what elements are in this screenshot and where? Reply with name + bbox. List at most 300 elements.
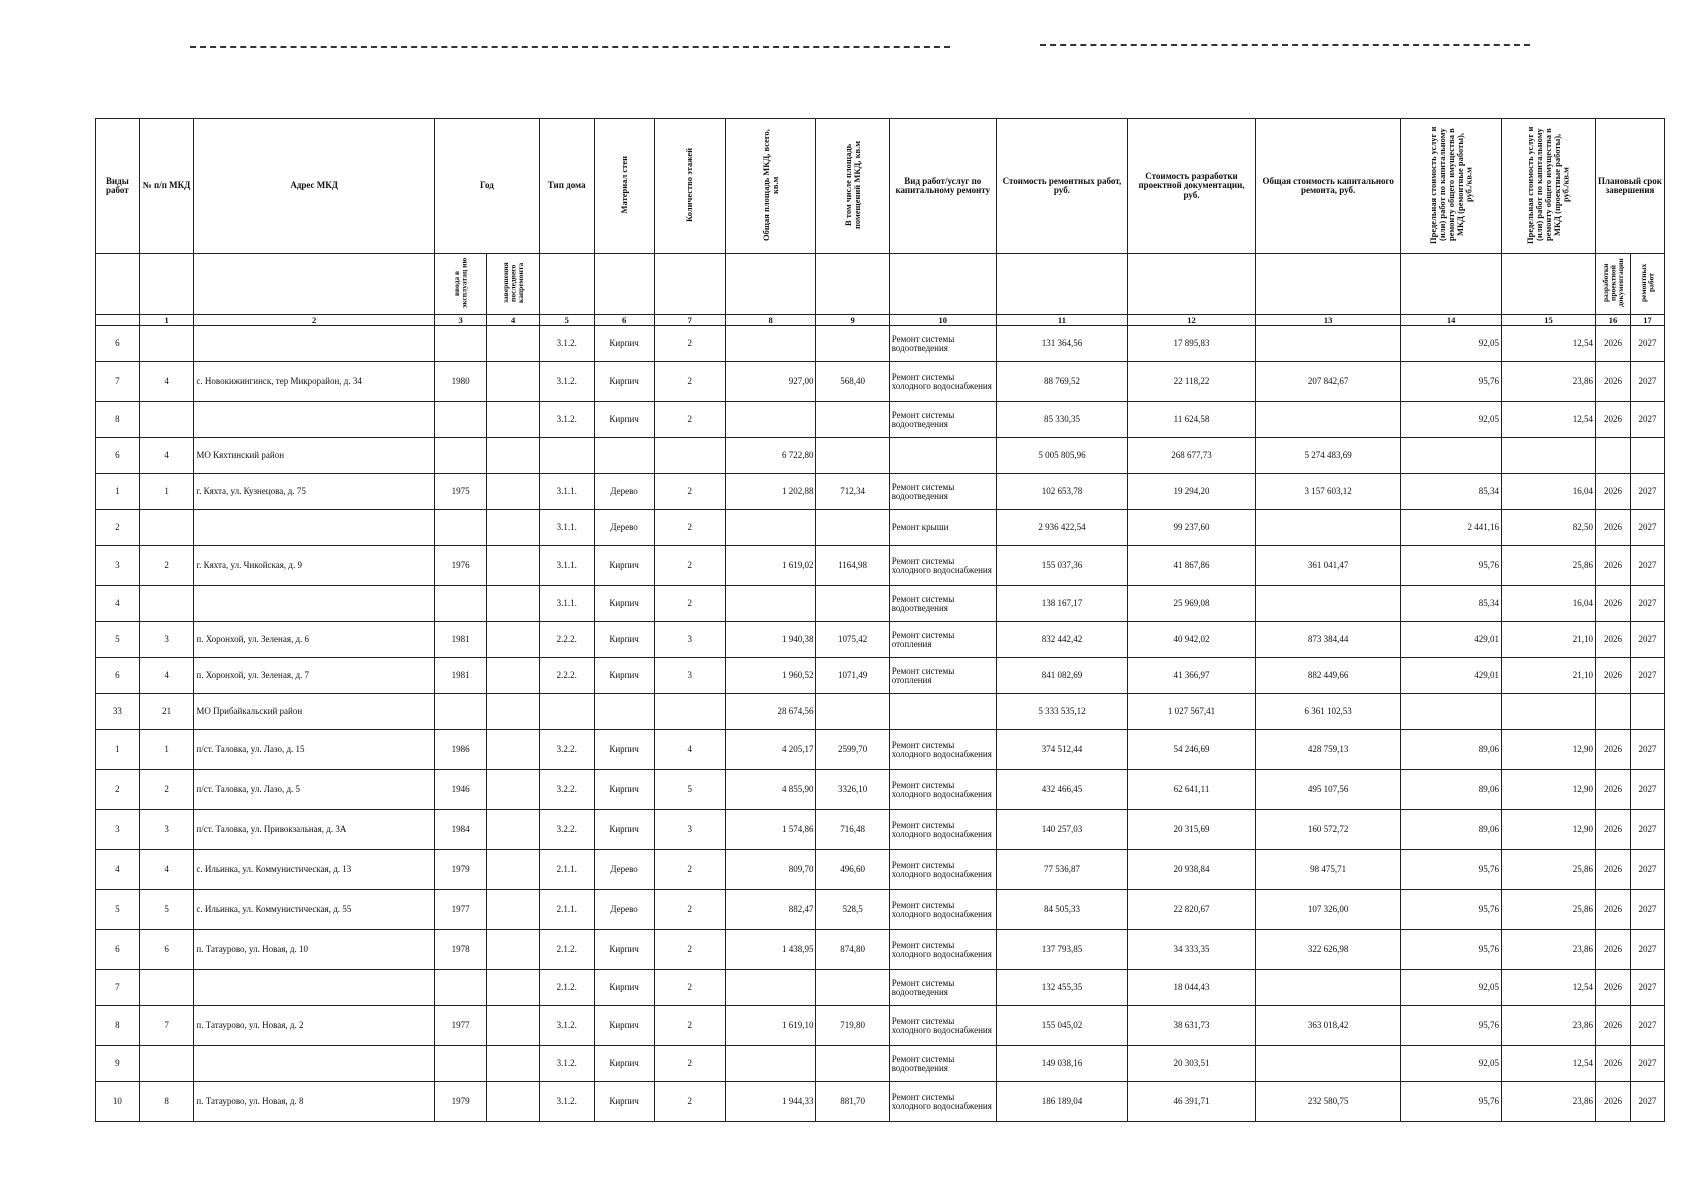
cell-repair-cost: 432 466,45	[996, 770, 1127, 810]
cell-floors	[654, 438, 725, 474]
cell-design-cost: 18 044,43	[1128, 970, 1256, 1006]
cell-total-cost: 495 107,56	[1255, 770, 1400, 810]
column-number-cell: 17	[1630, 315, 1664, 326]
cell-floors: 2	[654, 890, 725, 930]
cell-house-type: 2.1.1.	[539, 850, 594, 890]
cell-work-kind: Ремонт системы водоотведения	[889, 474, 996, 510]
cell-floors: 3	[654, 810, 725, 850]
cell-design-deadline: 2026	[1595, 770, 1630, 810]
table-row	[96, 1006, 1665, 1046]
cell-address: с. Ильинка, ул. Коммунистическая, д. 55	[194, 890, 435, 930]
cell-house-type: 3.1.1.	[539, 474, 594, 510]
cell-work-kind: Ремонт системы холодного водоснабжения	[889, 546, 996, 586]
cell-address	[194, 586, 435, 622]
header-premises-area	[816, 119, 889, 254]
cell-address: п. Татаурово, ул. Новая, д. 2	[194, 1006, 435, 1046]
cell-last-repair-year	[487, 362, 539, 402]
table-row	[96, 930, 1665, 970]
cell-premises-area	[816, 402, 889, 438]
cell-mkd-number: 4	[139, 658, 194, 694]
header-total-area	[725, 119, 816, 254]
cell-total-cost: 6 361 102,53	[1255, 694, 1400, 730]
header-wall-material-text: Материал стен	[618, 156, 629, 214]
cell-last-repair-year	[487, 1046, 539, 1082]
cell-commission-year: 1978	[434, 930, 486, 970]
cell-address: п/ст. Таловка, ул. Привокзальная, д. 3А	[194, 810, 435, 850]
cell-limit-cost-design: 25,86	[1501, 850, 1595, 890]
cell-address: с. Новокижингинск, тер Микрорайон, д. 34	[194, 362, 435, 402]
cell-address: п. Татаурово, ул. Новая, д. 8	[194, 1082, 435, 1122]
cell-limit-cost-repair	[1401, 438, 1502, 474]
cell-floors: 2	[654, 850, 725, 890]
cell-limit-cost-repair: 85,34	[1401, 474, 1502, 510]
cell-wall-material: Кирпич	[594, 810, 654, 850]
cell-limit-cost-repair: 95,76	[1401, 890, 1502, 930]
column-number-cell: 15	[1501, 315, 1595, 326]
cell-premises-area: 1075,42	[816, 622, 889, 658]
cell-house-type: 2.1.1.	[539, 890, 594, 930]
table-row	[96, 850, 1665, 890]
cell-address	[194, 402, 435, 438]
cell-total-area: 1 960,52	[725, 658, 816, 694]
cell-house-type: 2.1.2.	[539, 930, 594, 970]
header-work-type: Виды работ	[96, 119, 140, 254]
cell-work-type: 4	[96, 586, 140, 622]
cell-design-deadline: 2026	[1595, 810, 1630, 850]
cell-mkd-number: 3	[139, 810, 194, 850]
cell-house-type: 2.1.2.	[539, 970, 594, 1006]
cell-work-type: 3	[96, 546, 140, 586]
cell-total-area: 4 205,17	[725, 730, 816, 770]
cell-wall-material: Кирпич	[594, 326, 654, 362]
cell-premises-area	[816, 510, 889, 546]
cell-total-area: 6 722,80	[725, 438, 816, 474]
cell-repair-deadline: 2027	[1630, 890, 1664, 930]
table-row	[96, 810, 1665, 850]
cell-floors: 2	[654, 474, 725, 510]
cell-mkd-number	[139, 970, 194, 1006]
cell-work-kind: Ремонт системы холодного водоснабжения	[889, 850, 996, 890]
cell-total-area: 1 619,02	[725, 546, 816, 586]
column-number-row	[96, 315, 1665, 326]
cell-work-kind: Ремонт системы холодного водоснабжения	[889, 930, 996, 970]
cell-work-type: 5	[96, 890, 140, 930]
cell-mkd-number: 7	[139, 1006, 194, 1046]
cell-total-cost	[1255, 586, 1400, 622]
cell-work-type: 8	[96, 402, 140, 438]
cell-last-repair-year	[487, 586, 539, 622]
cell-total-cost	[1255, 970, 1400, 1006]
cell-house-type	[539, 438, 594, 474]
cell-address: п. Хоронхой, ул. Зеленая, д. 7	[194, 658, 435, 694]
cell-work-type: 7	[96, 362, 140, 402]
table-row	[96, 546, 1665, 586]
cell-commission-year	[434, 586, 486, 622]
cell-repair-cost: 186 189,04	[996, 1082, 1127, 1122]
header-repair-cost: Стоимость ремонтных работ, руб.	[996, 119, 1127, 254]
cell-commission-year: 1986	[434, 730, 486, 770]
cell-work-kind: Ремонт системы водоотведения	[889, 326, 996, 362]
cell-work-kind: Ремонт системы водоотведения	[889, 586, 996, 622]
cell-last-repair-year	[487, 930, 539, 970]
cell-work-kind: Ремонт системы холодного водоснабжения	[889, 810, 996, 850]
subheader-commissioning	[434, 254, 486, 315]
cell-total-cost	[1255, 402, 1400, 438]
cell-premises-area	[816, 694, 889, 730]
cell-last-repair-year	[487, 1006, 539, 1046]
cell-mkd-number: 5	[139, 890, 194, 930]
cell-limit-cost-design: 12,54	[1501, 326, 1595, 362]
cell-design-deadline: 2026	[1595, 730, 1630, 770]
cell-address: г. Кяхта, ул. Кузнецова, д. 75	[194, 474, 435, 510]
cell-mkd-number: 1	[139, 730, 194, 770]
cell-total-cost: 3 157 603,12	[1255, 474, 1400, 510]
cell-limit-cost-design: 12,90	[1501, 730, 1595, 770]
subheader-last-repair-text: завершения последнего капремонта	[500, 262, 525, 304]
cell-work-kind: Ремонт системы отопления	[889, 622, 996, 658]
cell-limit-cost-design: 12,90	[1501, 810, 1595, 850]
cell-work-kind: Ремонт крыши	[889, 510, 996, 546]
cell-repair-cost: 155 045,02	[996, 1006, 1127, 1046]
cell-total-cost	[1255, 326, 1400, 362]
cell-repair-cost: 77 536,87	[996, 850, 1127, 890]
cell-wall-material: Кирпич	[594, 930, 654, 970]
cell-design-cost: 20 303,51	[1128, 1046, 1256, 1082]
cell-commission-year	[434, 438, 486, 474]
cell-last-repair-year	[487, 622, 539, 658]
cell-wall-material: Кирпич	[594, 770, 654, 810]
cell-work-type: 1	[96, 730, 140, 770]
cell-design-deadline: 2026	[1595, 850, 1630, 890]
cell-address: г. Кяхта, ул. Чикойская, д. 9	[194, 546, 435, 586]
cell-work-kind: Ремонт системы холодного водоснабжения	[889, 362, 996, 402]
table-row	[96, 658, 1665, 694]
cell-limit-cost-design: 23,86	[1501, 1082, 1595, 1122]
cell-design-cost: 40 942,02	[1128, 622, 1256, 658]
cell-premises-area: 3326,10	[816, 770, 889, 810]
cell-mkd-number: 1	[139, 474, 194, 510]
cell-repair-deadline: 2027	[1630, 546, 1664, 586]
cell-design-deadline: 2026	[1595, 362, 1630, 402]
cell-total-area: 1 202,88	[725, 474, 816, 510]
cell-total-area: 1 940,38	[725, 622, 816, 658]
cell-limit-cost-repair: 92,05	[1401, 1046, 1502, 1082]
cell-total-cost: 873 384,44	[1255, 622, 1400, 658]
cell-work-type: 1	[96, 474, 140, 510]
cell-limit-cost-design: 12,54	[1501, 1046, 1595, 1082]
cell-floors: 2	[654, 1046, 725, 1082]
column-number-cell: 3	[434, 315, 486, 326]
cell-house-type: 3.2.2.	[539, 730, 594, 770]
cell-wall-material: Дерево	[594, 850, 654, 890]
cell-repair-deadline: 2027	[1630, 1082, 1664, 1122]
cell-wall-material	[594, 438, 654, 474]
cell-mkd-number	[139, 586, 194, 622]
cell-repair-cost: 149 038,16	[996, 1046, 1127, 1082]
cell-total-area: 4 855,90	[725, 770, 816, 810]
table-row	[96, 474, 1665, 510]
cell-repair-deadline: 2027	[1630, 510, 1664, 546]
column-number-cell	[96, 315, 140, 326]
cell-commission-year: 1977	[434, 1006, 486, 1046]
cell-last-repair-year	[487, 850, 539, 890]
cell-total-area	[725, 970, 816, 1006]
cell-address	[194, 970, 435, 1006]
cell-design-deadline: 2026	[1595, 930, 1630, 970]
cell-commission-year	[434, 694, 486, 730]
cell-repair-cost: 84 505,33	[996, 890, 1127, 930]
cell-address	[194, 510, 435, 546]
cell-wall-material: Кирпич	[594, 1046, 654, 1082]
cell-work-kind: Ремонт системы холодного водоснабжения	[889, 890, 996, 930]
cell-floors: 2	[654, 970, 725, 1006]
cell-design-deadline: 2026	[1595, 1046, 1630, 1082]
cell-design-deadline: 2026	[1595, 622, 1630, 658]
cell-work-type: 7	[96, 970, 140, 1006]
cell-repair-deadline: 2027	[1630, 402, 1664, 438]
cell-commission-year: 1980	[434, 362, 486, 402]
cell-design-deadline: 2026	[1595, 586, 1630, 622]
cell-total-area: 1 574,86	[725, 810, 816, 850]
header-row	[96, 119, 1665, 254]
cell-total-cost: 363 018,42	[1255, 1006, 1400, 1046]
cell-premises-area: 568,40	[816, 362, 889, 402]
cell-house-type: 3.1.1.	[539, 510, 594, 546]
cell-design-deadline: 2026	[1595, 546, 1630, 586]
cell-work-kind: Ремонт системы холодного водоснабжения	[889, 730, 996, 770]
cell-total-cost: 207 842,67	[1255, 362, 1400, 402]
table-row	[96, 586, 1665, 622]
cell-repair-cost: 5 333 535,12	[996, 694, 1127, 730]
cell-repair-cost: 132 455,35	[996, 970, 1127, 1006]
cell-commission-year: 1976	[434, 546, 486, 586]
cell-design-deadline: 2026	[1595, 402, 1630, 438]
cell-limit-cost-repair: 95,76	[1401, 850, 1502, 890]
cell-repair-deadline: 2027	[1630, 474, 1664, 510]
table-row	[96, 622, 1665, 658]
cell-premises-area: 496,60	[816, 850, 889, 890]
cell-address: п/ст. Таловка, ул. Лазо, д. 15	[194, 730, 435, 770]
cell-floors: 2	[654, 362, 725, 402]
cell-commission-year	[434, 1046, 486, 1082]
table-row	[96, 362, 1665, 402]
cell-total-area	[725, 326, 816, 362]
column-number-cell: 1	[139, 315, 194, 326]
cell-design-deadline: 2026	[1595, 510, 1630, 546]
cell-limit-cost-repair: 95,76	[1401, 362, 1502, 402]
table-row	[96, 890, 1665, 930]
cell-total-area	[725, 402, 816, 438]
cell-limit-cost-repair: 429,01	[1401, 622, 1502, 658]
cell-commission-year: 1979	[434, 850, 486, 890]
cell-total-cost: 107 326,00	[1255, 890, 1400, 930]
cell-work-type: 2	[96, 510, 140, 546]
cell-limit-cost-repair: 92,05	[1401, 326, 1502, 362]
cell-commission-year: 1946	[434, 770, 486, 810]
cell-work-kind: Ремонт системы холодного водоснабжения	[889, 1082, 996, 1122]
cell-last-repair-year	[487, 970, 539, 1006]
cell-design-deadline: 2026	[1595, 970, 1630, 1006]
cell-limit-cost-repair: 95,76	[1401, 1082, 1502, 1122]
cell-floors: 2	[654, 326, 725, 362]
cell-repair-deadline: 2027	[1630, 586, 1664, 622]
cell-address: п/ст. Таловка, ул. Лазо, д. 5	[194, 770, 435, 810]
cell-design-cost: 41 366,97	[1128, 658, 1256, 694]
cell-address: п. Хоронхой, ул. Зеленая, д. 6	[194, 622, 435, 658]
cell-repair-cost: 140 257,03	[996, 810, 1127, 850]
cell-commission-year: 1981	[434, 622, 486, 658]
cell-design-deadline: 2026	[1595, 1006, 1630, 1046]
cell-work-type: 6	[96, 438, 140, 474]
cell-premises-area: 719,80	[816, 1006, 889, 1046]
header-year: Год	[434, 119, 539, 254]
cell-total-area: 809,70	[725, 850, 816, 890]
cell-total-cost: 232 580,75	[1255, 1082, 1400, 1122]
cell-last-repair-year	[487, 510, 539, 546]
column-number-cell: 16	[1595, 315, 1630, 326]
cell-total-cost	[1255, 510, 1400, 546]
cell-wall-material: Кирпич	[594, 402, 654, 438]
cell-last-repair-year	[487, 438, 539, 474]
cell-floors: 5	[654, 770, 725, 810]
cell-design-deadline: 2026	[1595, 890, 1630, 930]
cell-wall-material: Кирпич	[594, 1006, 654, 1046]
cell-repair-cost: 374 512,44	[996, 730, 1127, 770]
cell-design-cost: 22 118,22	[1128, 362, 1256, 402]
cell-limit-cost-design: 25,86	[1501, 890, 1595, 930]
cell-repair-cost: 85 330,35	[996, 402, 1127, 438]
cell-design-deadline: 2026	[1595, 658, 1630, 694]
header-limit-cost-design	[1501, 119, 1595, 254]
column-number-cell: 10	[889, 315, 996, 326]
cell-limit-cost-design: 23,86	[1501, 1006, 1595, 1046]
cell-design-cost: 25 969,08	[1128, 586, 1256, 622]
subheader-design-deadline	[1595, 254, 1630, 315]
cell-limit-cost-repair: 92,05	[1401, 402, 1502, 438]
subheader-row	[96, 254, 1665, 315]
cell-limit-cost-design: 12,54	[1501, 402, 1595, 438]
cell-work-type: 5	[96, 622, 140, 658]
cell-limit-cost-design: 16,04	[1501, 586, 1595, 622]
cell-total-area: 1 944,33	[725, 1082, 816, 1122]
cell-wall-material: Кирпич	[594, 970, 654, 1006]
cell-repair-deadline: 2027	[1630, 326, 1664, 362]
table-row	[96, 694, 1665, 730]
cell-wall-material: Дерево	[594, 510, 654, 546]
cell-last-repair-year	[487, 474, 539, 510]
cell-limit-cost-repair: 92,05	[1401, 970, 1502, 1006]
cell-address: п. Татаурово, ул. Новая, д. 10	[194, 930, 435, 970]
cell-work-kind: Ремонт системы холодного водоснабжения	[889, 770, 996, 810]
table-row	[96, 438, 1665, 474]
subheader-design-deadline-text: разработки проектной документации	[1600, 258, 1625, 308]
header-limit-cost-repair-text: Предельная стоимость услуг и (или) работ по капитальному ремонту общего имущества в МКД (ремонтные работы), руб./кв.м	[1427, 126, 1474, 244]
cell-total-cost: 428 759,13	[1255, 730, 1400, 770]
cell-work-type: 4	[96, 850, 140, 890]
header-limit-cost-design-text: Предельная стоимость услуг и (или) работ по капитальному ремонту общего имущества в МКД (проектные работы), руб./кв.м	[1525, 126, 1571, 244]
cell-design-cost: 19 294,20	[1128, 474, 1256, 510]
cell-work-kind: Ремонт системы водоотведения	[889, 970, 996, 1006]
cell-design-cost: 22 820,67	[1128, 890, 1256, 930]
cell-work-kind	[889, 694, 996, 730]
cell-last-repair-year	[487, 890, 539, 930]
cell-work-type: 3	[96, 810, 140, 850]
cell-mkd-number: 2	[139, 546, 194, 586]
cell-mkd-number	[139, 1046, 194, 1082]
cell-limit-cost-repair	[1401, 694, 1502, 730]
cell-floors	[654, 694, 725, 730]
cell-total-area	[725, 586, 816, 622]
cell-address: МО Кяхтинский район	[194, 438, 435, 474]
header-work-kind: Вид работ/услуг по капитальному ремонту	[889, 119, 996, 254]
cell-floors: 2	[654, 930, 725, 970]
cell-total-cost: 98 475,71	[1255, 850, 1400, 890]
cell-floors: 3	[654, 658, 725, 694]
cell-work-kind: Ремонт системы холодного водоснабжения	[889, 1006, 996, 1046]
cell-mkd-number: 21	[139, 694, 194, 730]
cell-total-cost: 160 572,72	[1255, 810, 1400, 850]
cell-repair-cost: 102 653,78	[996, 474, 1127, 510]
table-row	[96, 770, 1665, 810]
cell-design-deadline: 2026	[1595, 1082, 1630, 1122]
cell-house-type: 3.1.1.	[539, 546, 594, 586]
cell-total-area: 1 438,95	[725, 930, 816, 970]
cell-design-cost: 11 624,58	[1128, 402, 1256, 438]
cell-repair-deadline: 2027	[1630, 970, 1664, 1006]
column-number-cell: 12	[1128, 315, 1256, 326]
cell-premises-area	[816, 438, 889, 474]
cell-limit-cost-design: 25,86	[1501, 546, 1595, 586]
cell-total-area	[725, 510, 816, 546]
table-row	[96, 970, 1665, 1006]
column-number-cell: 4	[487, 315, 539, 326]
cell-mkd-number	[139, 510, 194, 546]
cell-total-cost	[1255, 1046, 1400, 1082]
cell-premises-area: 874,80	[816, 930, 889, 970]
column-number-cell: 2	[194, 315, 435, 326]
cell-limit-cost-design: 16,04	[1501, 474, 1595, 510]
cell-limit-cost-repair: 95,76	[1401, 930, 1502, 970]
cell-address: с. Ильинка, ул. Коммунистическая, д. 13	[194, 850, 435, 890]
cell-house-type: 2.2.2.	[539, 622, 594, 658]
cell-limit-cost-design: 21,10	[1501, 658, 1595, 694]
cell-total-area: 882,47	[725, 890, 816, 930]
cell-design-cost: 17 895,83	[1128, 326, 1256, 362]
cell-mkd-number: 4	[139, 362, 194, 402]
cell-limit-cost-design: 21,10	[1501, 622, 1595, 658]
cell-last-repair-year	[487, 658, 539, 694]
subheader-last-repair	[487, 254, 539, 315]
cell-repair-cost: 841 082,69	[996, 658, 1127, 694]
scan-artifact-line	[190, 46, 950, 48]
cell-commission-year: 1977	[434, 890, 486, 930]
cell-last-repair-year	[487, 810, 539, 850]
cell-mkd-number: 3	[139, 622, 194, 658]
cell-commission-year	[434, 326, 486, 362]
cell-work-type: 6	[96, 326, 140, 362]
cell-work-type: 9	[96, 1046, 140, 1082]
cell-work-type: 6	[96, 930, 140, 970]
cell-limit-cost-design: 12,90	[1501, 770, 1595, 810]
column-number-cell: 11	[996, 315, 1127, 326]
header-total-cost: Общая стоимость капитального ремонта, руб.	[1255, 119, 1400, 254]
cell-commission-year	[434, 970, 486, 1006]
cell-design-deadline	[1595, 694, 1630, 730]
cell-mkd-number: 2	[139, 770, 194, 810]
subheader-repair-deadline	[1630, 254, 1664, 315]
cell-limit-cost-design	[1501, 694, 1595, 730]
cell-total-area: 927,00	[725, 362, 816, 402]
